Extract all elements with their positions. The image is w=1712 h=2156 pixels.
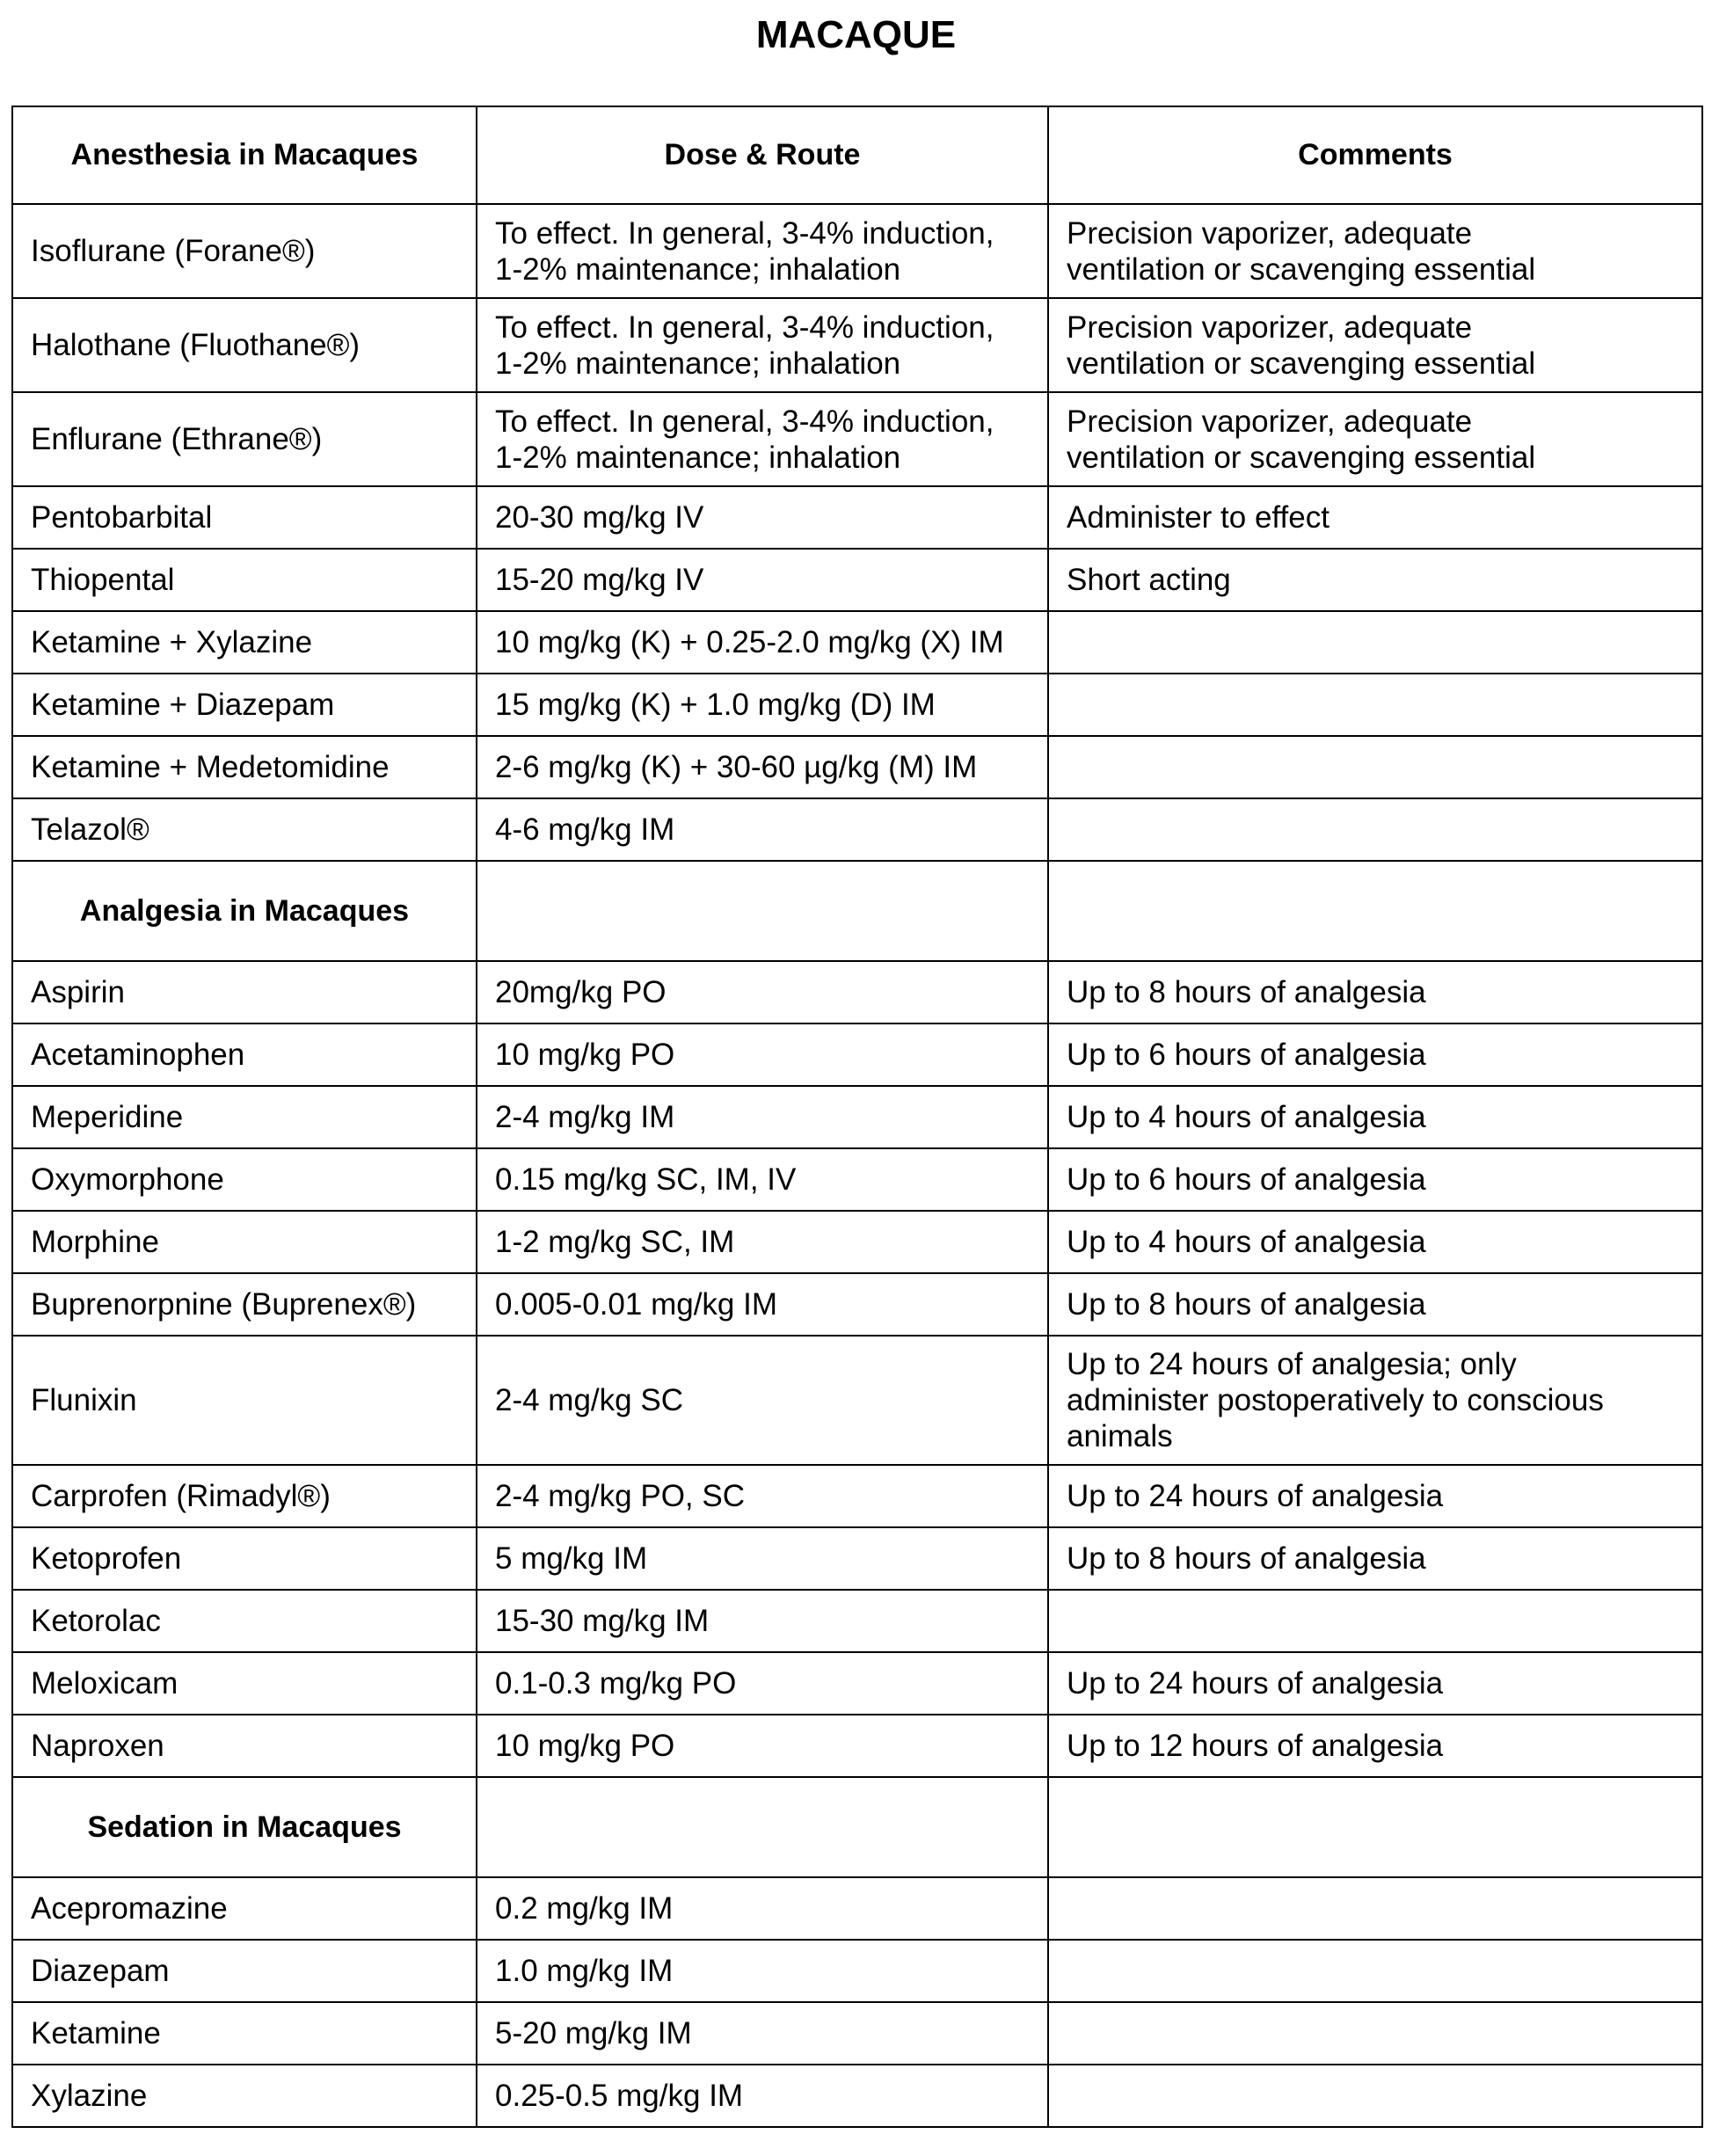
dose-cell: 0.005-0.01 mg/kg IM	[477, 1273, 1048, 1336]
drug-cell: Halothane (Fluothane®)	[12, 298, 477, 392]
comment-cell	[1048, 2065, 1702, 2127]
page-title: MACAQUE	[755, 13, 957, 56]
table-row	[12, 486, 1702, 549]
table-row	[12, 549, 1702, 611]
drug-cell: Ketamine	[12, 2002, 477, 2065]
dose-cell: 0.1-0.3 mg/kg PO	[477, 1652, 1048, 1715]
comment-cell	[1048, 1590, 1702, 1652]
section-row	[12, 1777, 1702, 1877]
drug-cell: Flunixin	[12, 1336, 477, 1465]
dose-cell: 15 mg/kg (K) + 1.0 mg/kg (D) IM	[477, 674, 1048, 736]
table-row	[12, 1877, 1702, 1940]
drug-cell: Aspirin	[12, 961, 477, 1023]
dose-cell: 1-2 mg/kg SC, IM	[477, 1211, 1048, 1273]
comment-cell: Up to 24 hours of analgesia; only administer postoperatively to conscious animals	[1048, 1336, 1702, 1465]
comment-cell: Up to 6 hours of analgesia	[1048, 1148, 1702, 1211]
comment-cell	[1048, 736, 1702, 798]
table-body	[12, 106, 1702, 2127]
comment-cell	[1048, 1777, 1702, 1877]
table-row	[12, 298, 1702, 392]
dose-cell: 4-6 mg/kg IM	[477, 798, 1048, 861]
table-row	[12, 1465, 1702, 1527]
table-row	[12, 204, 1702, 298]
dose-cell: 5-20 mg/kg IM	[477, 2002, 1048, 2065]
table-row	[12, 798, 1702, 861]
table-row	[12, 674, 1702, 736]
table-row	[12, 1715, 1702, 1777]
dose-cell: 2-6 mg/kg (K) + 30-60 µg/kg (M) IM	[477, 736, 1048, 798]
comment-cell: Up to 4 hours of analgesia	[1048, 1211, 1702, 1273]
dose-cell: 10 mg/kg PO	[477, 1715, 1048, 1777]
table-row	[12, 2002, 1702, 2065]
dose-cell: 2-4 mg/kg PO, SC	[477, 1465, 1048, 1527]
comment-cell: Up to 24 hours of analgesia	[1048, 1652, 1702, 1715]
dose-cell	[477, 1777, 1048, 1877]
drug-cell: Xylazine	[12, 2065, 477, 2127]
dose-cell: 1.0 mg/kg IM	[477, 1940, 1048, 2002]
comment-cell: Up to 8 hours of analgesia	[1048, 1527, 1702, 1590]
comment-cell	[1048, 861, 1702, 961]
table-row	[12, 1590, 1702, 1652]
dose-cell: 2-4 mg/kg SC	[477, 1336, 1048, 1465]
dose-cell: 15-20 mg/kg IV	[477, 549, 1048, 611]
section-label: Analgesia in Macaques	[12, 861, 477, 961]
drug-cell: Thiopental	[12, 549, 477, 611]
comment-cell	[1048, 611, 1702, 674]
drug-cell: Oxymorphone	[12, 1148, 477, 1211]
comment-cell: Short acting	[1048, 549, 1702, 611]
table-row	[12, 2065, 1702, 2127]
comment-cell: Up to 8 hours of analgesia	[1048, 961, 1702, 1023]
table-row	[12, 1023, 1702, 1086]
dose-cell: 20mg/kg PO	[477, 961, 1048, 1023]
column-header-dose: Dose & Route	[477, 106, 1048, 204]
drug-cell: Diazepam	[12, 1940, 477, 2002]
comment-cell: Up to 24 hours of analgesia	[1048, 1465, 1702, 1527]
table-row	[12, 961, 1702, 1023]
table-row	[12, 1273, 1702, 1336]
table-row	[12, 1148, 1702, 1211]
table-row	[12, 736, 1702, 798]
drug-cell: Ketamine + Medetomidine	[12, 736, 477, 798]
section-label: Sedation in Macaques	[12, 1777, 477, 1877]
dose-cell	[477, 861, 1048, 961]
table-row	[12, 1336, 1702, 1465]
comment-cell	[1048, 1940, 1702, 2002]
column-header-drug: Anesthesia in Macaques	[12, 106, 477, 204]
table-row	[12, 1211, 1702, 1273]
dose-cell: To effect. In general, 3-4% induction, 1-2% maintenance; inhalation	[477, 204, 1048, 298]
table-header-row	[12, 106, 1702, 204]
comment-cell	[1048, 798, 1702, 861]
drug-cell: Ketoprofen	[12, 1527, 477, 1590]
table-row	[12, 1652, 1702, 1715]
drug-cell: Ketorolac	[12, 1590, 477, 1652]
dose-cell: 2-4 mg/kg IM	[477, 1086, 1048, 1148]
dose-cell: To effect. In general, 3-4% induction, 1-2% maintenance; inhalation	[477, 392, 1048, 486]
comment-cell: Precision vaporizer, adequate ventilation or scavenging essential	[1048, 298, 1702, 392]
dose-cell: 10 mg/kg (K) + 0.25-2.0 mg/kg (X) IM	[477, 611, 1048, 674]
dose-cell: 20-30 mg/kg IV	[477, 486, 1048, 549]
dose-cell: 15-30 mg/kg IM	[477, 1590, 1048, 1652]
drug-cell: Ketamine + Xylazine	[12, 611, 477, 674]
comment-cell: Precision vaporizer, adequate ventilation or scavenging essential	[1048, 392, 1702, 486]
comment-cell	[1048, 1877, 1702, 1940]
dose-cell: 10 mg/kg PO	[477, 1023, 1048, 1086]
table-row	[12, 1527, 1702, 1590]
comment-cell	[1048, 2002, 1702, 2065]
drug-cell: Acepromazine	[12, 1877, 477, 1940]
comment-cell: Up to 4 hours of analgesia	[1048, 1086, 1702, 1148]
section-row	[12, 861, 1702, 961]
drug-cell: Meperidine	[12, 1086, 477, 1148]
drug-cell: Acetaminophen	[12, 1023, 477, 1086]
table-row	[12, 1086, 1702, 1148]
drug-table	[11, 106, 1703, 2128]
drug-cell: Telazol®	[12, 798, 477, 861]
drug-cell: Buprenorpnine (Buprenex®)	[12, 1273, 477, 1336]
drug-cell: Enflurane (Ethrane®)	[12, 392, 477, 486]
comment-cell: Administer to effect	[1048, 486, 1702, 549]
dose-cell: 0.25-0.5 mg/kg IM	[477, 2065, 1048, 2127]
dose-cell: To effect. In general, 3-4% induction, 1-2% maintenance; inhalation	[477, 298, 1048, 392]
table-row	[12, 1940, 1702, 2002]
comment-cell	[1048, 674, 1702, 736]
drug-cell: Carprofen (Rimadyl®)	[12, 1465, 477, 1527]
dose-cell: 0.15 mg/kg SC, IM, IV	[477, 1148, 1048, 1211]
comment-cell: Precision vaporizer, adequate ventilation or scavenging essential	[1048, 204, 1702, 298]
comment-cell: Up to 12 hours of analgesia	[1048, 1715, 1702, 1777]
dose-cell: 5 mg/kg IM	[477, 1527, 1048, 1590]
table-row	[12, 392, 1702, 486]
dose-cell: 0.2 mg/kg IM	[477, 1877, 1048, 1940]
drug-cell: Pentobarbital	[12, 486, 477, 549]
drug-cell: Isoflurane (Forane®)	[12, 204, 477, 298]
table-row	[12, 611, 1702, 674]
drug-cell: Ketamine + Diazepam	[12, 674, 477, 736]
drug-cell: Meloxicam	[12, 1652, 477, 1715]
comment-cell: Up to 8 hours of analgesia	[1048, 1273, 1702, 1336]
column-header-comments: Comments	[1048, 106, 1702, 204]
comment-cell: Up to 6 hours of analgesia	[1048, 1023, 1702, 1086]
drug-cell: Morphine	[12, 1211, 477, 1273]
drug-cell: Naproxen	[12, 1715, 477, 1777]
